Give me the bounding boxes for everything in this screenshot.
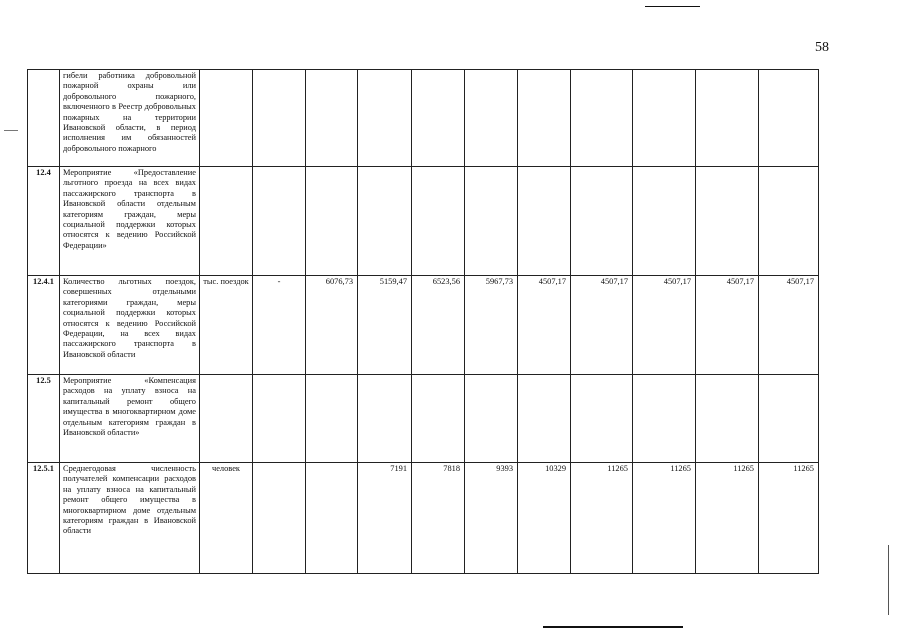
value-cell bbox=[306, 70, 358, 167]
row-base-value bbox=[253, 463, 306, 574]
value-cell bbox=[412, 70, 465, 167]
row-base-value bbox=[253, 167, 306, 276]
value-cell: 10329 bbox=[518, 463, 571, 574]
value-cell: 11265 bbox=[633, 463, 696, 574]
row-unit bbox=[200, 375, 253, 463]
row-description: Мероприятие «Компенсация расходов на уплату взноса на капитальный ремонт общего имущества в многоквартирном доме отдельным категориям граждан в Ивановской области» bbox=[60, 375, 200, 463]
value-cell bbox=[696, 375, 759, 463]
scan-mark-left bbox=[4, 130, 18, 131]
value-cell: 11265 bbox=[759, 463, 819, 574]
value-cell bbox=[465, 70, 518, 167]
value-cell: 5159,47 bbox=[358, 276, 412, 375]
value-cell bbox=[306, 463, 358, 574]
scan-mark-bottom bbox=[543, 626, 683, 628]
row-description: Среднегодовая численность получателей компенсации расходов на уплату взноса на капитальный ремонт общего имущества в многоквартирном доме отдельным категориям граждан в Ивановской области bbox=[60, 463, 200, 574]
value-cell bbox=[412, 167, 465, 276]
value-cell bbox=[358, 70, 412, 167]
row-base-value: - bbox=[253, 276, 306, 375]
row-number: 12.4 bbox=[28, 167, 60, 276]
value-cell bbox=[696, 167, 759, 276]
value-cell: 11265 bbox=[571, 463, 633, 574]
value-cell: 6076,73 bbox=[306, 276, 358, 375]
table-row bbox=[28, 375, 819, 463]
table-row bbox=[28, 70, 819, 167]
row-number: 12.5 bbox=[28, 375, 60, 463]
value-cell bbox=[518, 167, 571, 276]
row-number: 12.4.1 bbox=[28, 276, 60, 375]
table-row bbox=[28, 276, 819, 375]
value-cell bbox=[633, 375, 696, 463]
value-cell bbox=[465, 167, 518, 276]
value-cell bbox=[633, 167, 696, 276]
value-cell bbox=[759, 167, 819, 276]
value-cell bbox=[696, 70, 759, 167]
value-cell: 4507,17 bbox=[759, 276, 819, 375]
row-unit bbox=[200, 70, 253, 167]
value-cell bbox=[633, 70, 696, 167]
value-cell: 11265 bbox=[696, 463, 759, 574]
row-description: гибели работника добровольной пожарной охраны или добровольного пожарного, включенного в Реестр добровольных пожарных на территории Ивановской области, в период исполнения им обязанностей добровольного пожарного bbox=[60, 70, 200, 167]
value-cell bbox=[518, 70, 571, 167]
indicators-table bbox=[27, 69, 819, 574]
value-cell: 4507,17 bbox=[571, 276, 633, 375]
value-cell: 4507,17 bbox=[696, 276, 759, 375]
row-description: Мероприятие «Предоставление льготного проезда на всех видах пассажирского транспорта в Ивановской области отдельным категориям граждан, меры социальной поддержки которых относятся к ведению Российской Федерации» bbox=[60, 167, 200, 276]
value-cell bbox=[571, 70, 633, 167]
row-number: 12.5.1 bbox=[28, 463, 60, 574]
table-row bbox=[28, 463, 819, 574]
value-cell bbox=[759, 375, 819, 463]
scan-mark-top bbox=[645, 6, 700, 7]
value-cell bbox=[759, 70, 819, 167]
value-cell bbox=[571, 375, 633, 463]
row-unit bbox=[200, 167, 253, 276]
value-cell: 5967,73 bbox=[465, 276, 518, 375]
value-cell: 4507,17 bbox=[518, 276, 571, 375]
row-unit: тыс. поездок bbox=[200, 276, 253, 375]
value-cell bbox=[358, 167, 412, 276]
row-unit: человек bbox=[200, 463, 253, 574]
value-cell bbox=[306, 167, 358, 276]
value-cell: 7818 bbox=[412, 463, 465, 574]
row-base-value bbox=[253, 375, 306, 463]
row-number bbox=[28, 70, 60, 167]
value-cell bbox=[465, 375, 518, 463]
value-cell bbox=[306, 375, 358, 463]
table-row bbox=[28, 167, 819, 276]
value-cell bbox=[412, 375, 465, 463]
page-number: 58 bbox=[815, 40, 829, 55]
value-cell bbox=[518, 375, 571, 463]
value-cell: 7191 bbox=[358, 463, 412, 574]
value-cell: 9393 bbox=[465, 463, 518, 574]
value-cell: 4507,17 bbox=[633, 276, 696, 375]
value-cell bbox=[571, 167, 633, 276]
scan-mark-right bbox=[888, 545, 889, 615]
row-base-value bbox=[253, 70, 306, 167]
row-description: Количество льготных поездок, совершенных отдельными категориями граждан, меры социальной поддержки которых относятся к ведению Российской Федерации, на всех видах пассажирского транспорта в Ивановской области bbox=[60, 276, 200, 375]
value-cell: 6523,56 bbox=[412, 276, 465, 375]
value-cell bbox=[358, 375, 412, 463]
